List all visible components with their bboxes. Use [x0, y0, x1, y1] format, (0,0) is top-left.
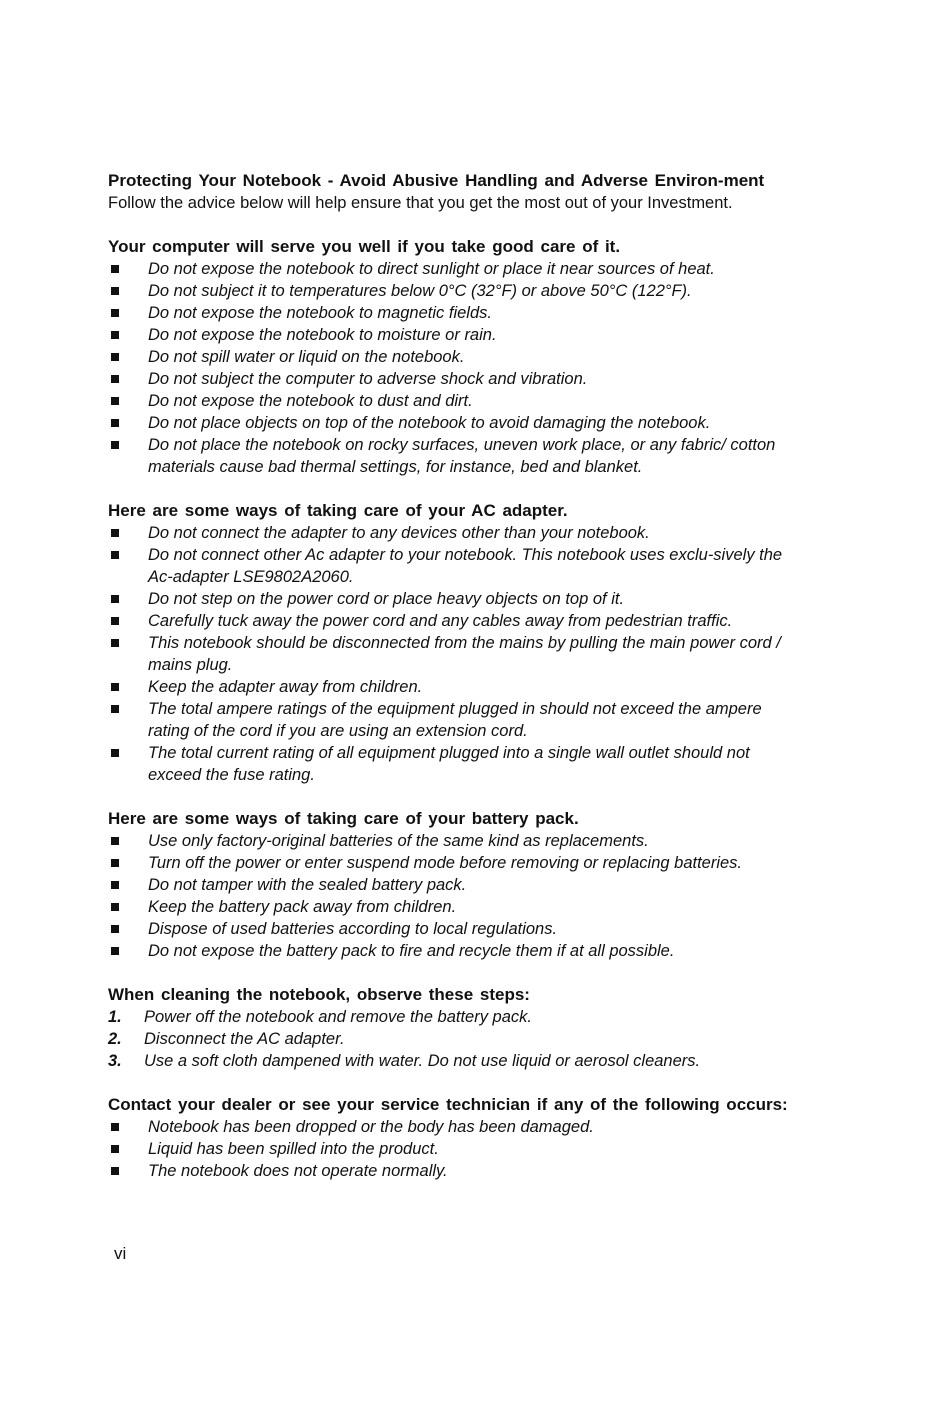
bullet-square-icon [111, 639, 119, 647]
step-item: 1. Power off the notebook and remove the battery pack. [108, 1008, 532, 1026]
bullet-square-icon [111, 595, 119, 603]
bullet-square-icon [111, 947, 119, 955]
battery-section-title: Here are some ways of taking care of your battery pack. [108, 809, 579, 828]
list-item: Do not expose the notebook to direct sunlight or place it near sources of heat. [108, 258, 798, 280]
care-list [108, 258, 798, 478]
list-item: Do not expose the notebook to dust and dirt. [108, 390, 798, 412]
document-page [108, 170, 798, 1182]
bullet-square-icon [111, 287, 119, 295]
bullet-square-icon [111, 837, 119, 845]
list-item: Liquid has been spilled into the product. [108, 1138, 798, 1160]
step-item: 3. Use a soft cloth dampened with water. Do not use liquid or aerosol cleaners. [108, 1052, 701, 1070]
bullet-square-icon [111, 617, 119, 625]
list-item: Use only factory-original batteries of the same kind as replacements. [108, 830, 798, 852]
bullet-square-icon [111, 859, 119, 867]
bullet-square-icon [111, 551, 119, 559]
bullet-square-icon [111, 749, 119, 757]
bullet-square-icon [111, 1145, 119, 1153]
bullet-square-icon [111, 309, 119, 317]
adapter-section-title: Here are some ways of taking care of your AC adapter. [108, 501, 568, 520]
list-item: Do not place objects on top of the notebook to avoid damaging the notebook. [108, 412, 798, 434]
list-item: Do not place the notebook on rocky surfaces, uneven work place, or any fabric/ cotton materials cause bad thermal settings, for instance, bed and blanket. [108, 434, 798, 478]
care-section-title: Your computer will serve you well if you take good care of it. [108, 237, 621, 256]
adapter-list [108, 522, 798, 786]
contact-list [108, 1116, 798, 1182]
bullet-square-icon [111, 441, 119, 449]
list-item: Do not subject it to temperatures below 0°C (32°F) or above 50°C (122°F). [108, 280, 798, 302]
cleaning-steps [108, 1006, 798, 1072]
bullet-square-icon [111, 353, 119, 361]
intro-title: Protecting Your Notebook - Avoid Abusive Handling and Adverse Environ-ment [108, 171, 765, 190]
intro-lead: Follow the advice below will help ensure that you get the most out of your Investment. [108, 194, 733, 212]
list-item: Keep the adapter away from children. [108, 676, 798, 698]
list-item: Keep the battery pack away from children. [108, 896, 798, 918]
bullet-square-icon [111, 925, 119, 933]
list-item: Notebook has been dropped or the body has been damaged. [108, 1116, 798, 1138]
bullet-square-icon [111, 419, 119, 427]
bullet-square-icon [111, 705, 119, 713]
list-item: The total current rating of all equipment plugged into a single wall outlet should not exceed the fuse rating. [108, 742, 798, 786]
battery-list [108, 830, 798, 962]
list-item: This notebook should be disconnected from the mains by pulling the main power cord / mains plug. [108, 632, 798, 676]
list-item: Do not expose the battery pack to fire and recycle them if at all possible. [108, 940, 798, 962]
list-item: Dispose of used batteries according to local regulations. [108, 918, 798, 940]
bullet-square-icon [111, 265, 119, 273]
step-number: 2. [108, 1030, 122, 1048]
bullet-square-icon [111, 1167, 119, 1175]
step-number: 3. [108, 1052, 122, 1070]
bullet-square-icon [111, 397, 119, 405]
list-item: Turn off the power or enter suspend mode before removing or replacing batteries. [108, 852, 798, 874]
bullet-square-icon [111, 529, 119, 537]
list-item: Do not spill water or liquid on the notebook. [108, 346, 798, 368]
list-item: The total ampere ratings of the equipment plugged in should not exceed the ampere rating of the cord if you are using an extension cord. [108, 698, 798, 742]
list-item: Do not step on the power cord or place heavy objects on top of it. [108, 588, 798, 610]
contact-section-title: Contact your dealer or see your service technician if any of the following occurs: [108, 1095, 788, 1114]
list-item: Do not connect other Ac adapter to your notebook. This notebook uses exclu-sively the Ac-adapter LSE9802A2060. [108, 544, 798, 588]
step-item: 2. Disconnect the AC adapter. [108, 1030, 345, 1048]
bullet-square-icon [111, 903, 119, 911]
bullet-square-icon [111, 881, 119, 889]
bullet-square-icon [111, 683, 119, 691]
cleaning-section-title: When cleaning the notebook, observe these steps: [108, 985, 530, 1004]
list-item: The notebook does not operate normally. [108, 1160, 798, 1182]
bullet-square-icon [111, 1123, 119, 1131]
bullet-square-icon [111, 331, 119, 339]
page-number: vi [114, 1244, 127, 1263]
list-item: Do not expose the notebook to magnetic fields. [108, 302, 798, 324]
step-number: 1. [108, 1008, 122, 1026]
list-item: Do not tamper with the sealed battery pack. [108, 874, 798, 896]
bullet-square-icon [111, 375, 119, 383]
list-item: Do not connect the adapter to any devices other than your notebook. [108, 522, 798, 544]
list-item: Do not expose the notebook to moisture or rain. [108, 324, 798, 346]
list-item: Carefully tuck away the power cord and any cables away from pedestrian traffic. [108, 610, 798, 632]
list-item: Do not subject the computer to adverse shock and vibration. [108, 368, 798, 390]
